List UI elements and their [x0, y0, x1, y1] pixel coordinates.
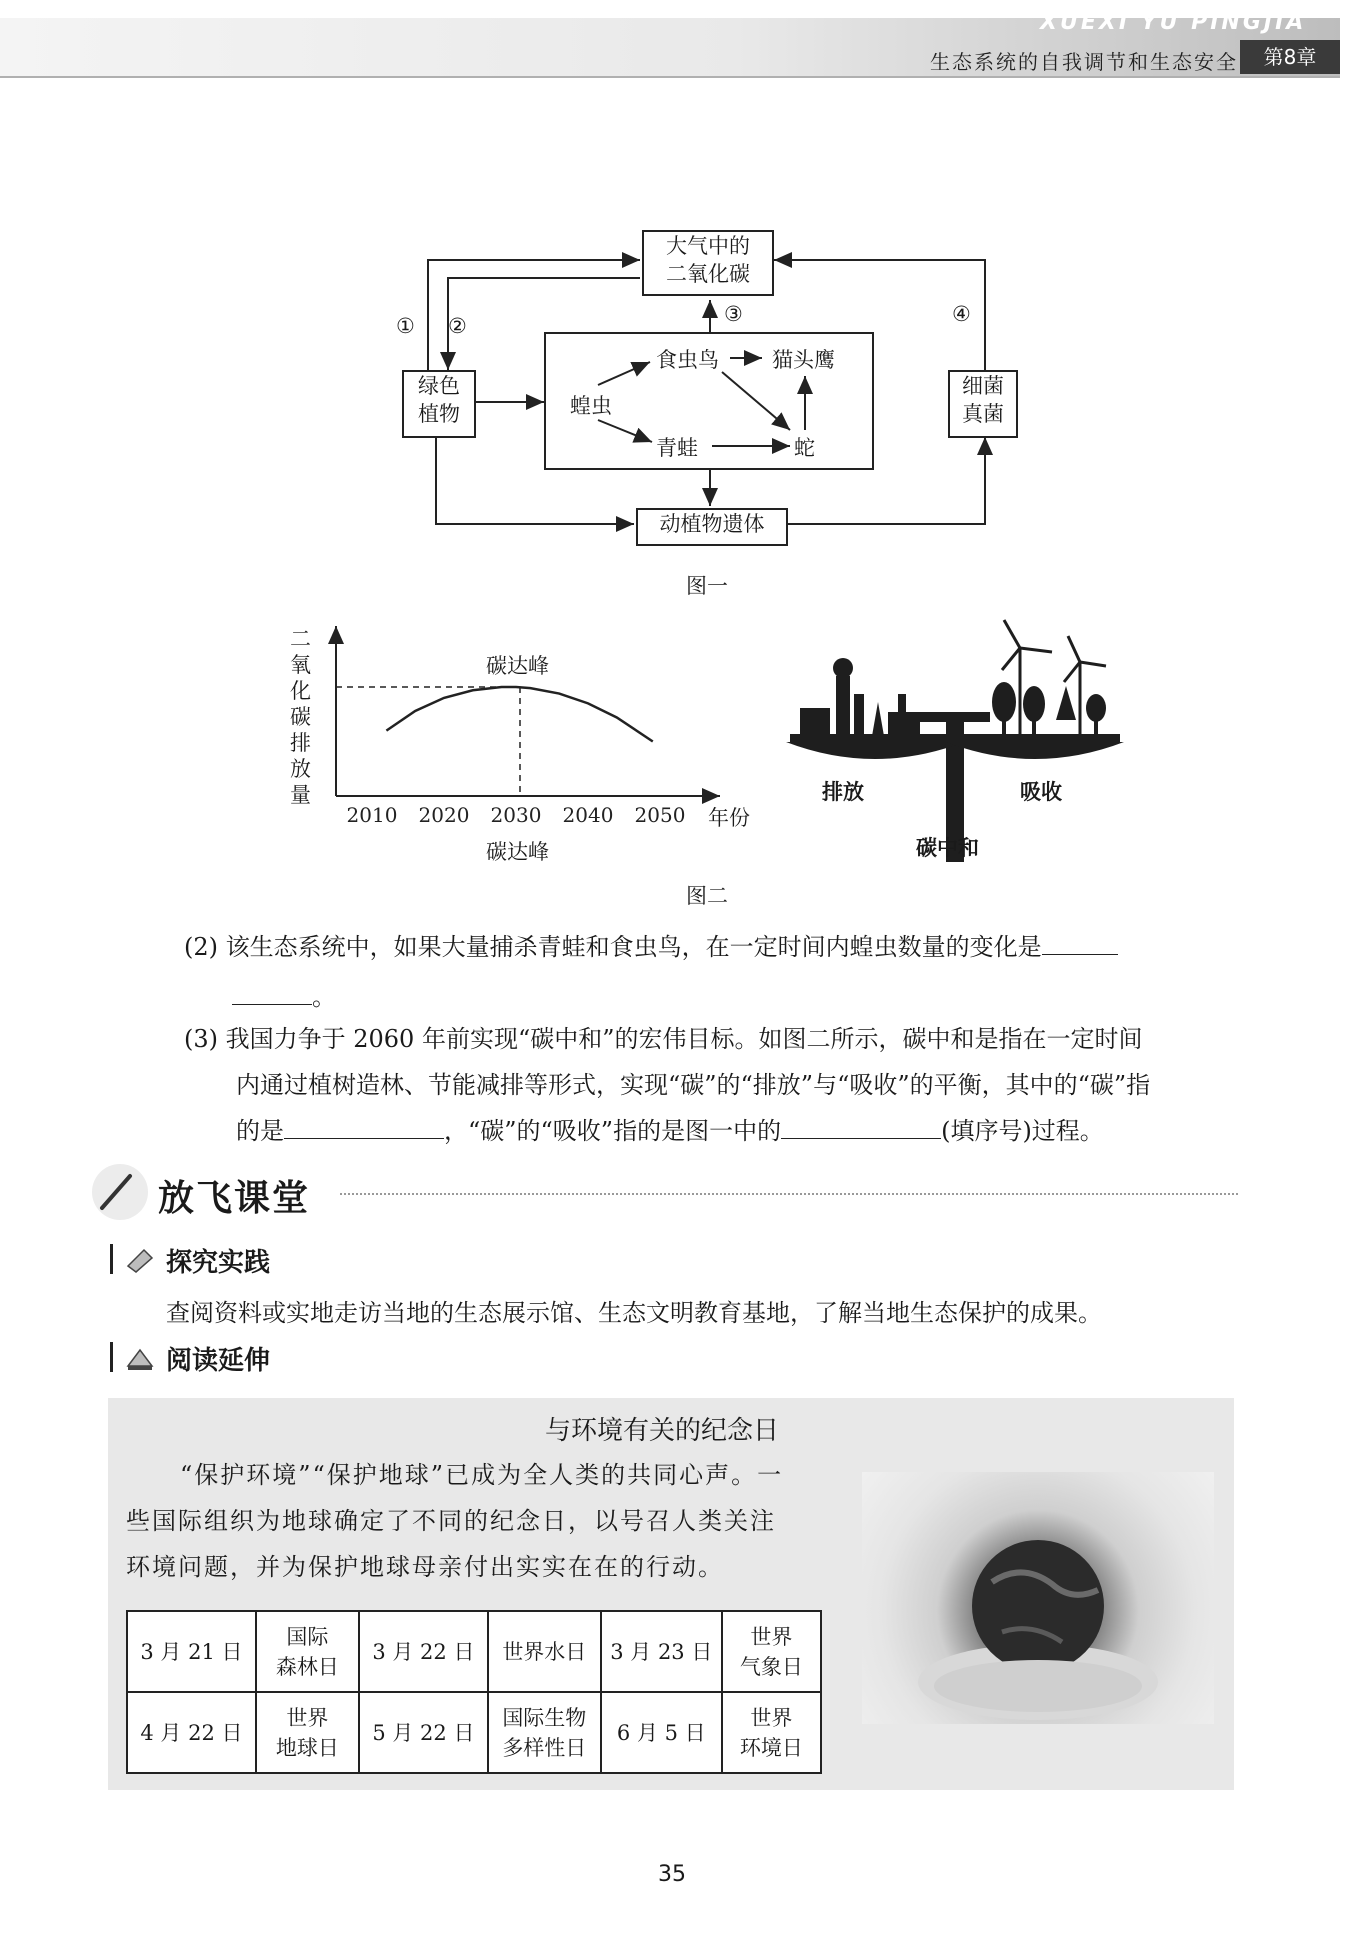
fungi-line: 真菌	[962, 402, 1004, 426]
reading-line-2: 些国际组织为地球确定了不同的纪念日，以号召人类关注	[126, 1507, 776, 1535]
figure2-ylabel: 二氧化碳排放量	[290, 627, 311, 807]
bacteria-line: 细菌	[962, 374, 1004, 398]
remains-box: 动植物遗体	[636, 508, 788, 546]
answer-blank-carbon[interactable]	[284, 1114, 444, 1139]
explore-title: 探究实践	[166, 1248, 271, 1278]
atmosphere-co2-line2: 二氧化碳	[666, 262, 750, 286]
atmosphere-co2-box	[642, 230, 774, 296]
reading-line-3: 环境问题，并为保护地球母亲付出实实在在的行动。	[126, 1553, 724, 1581]
x-tick-label: 2040	[562, 803, 614, 827]
figure2-caption: 图二	[686, 884, 728, 908]
table-cell-date: 6 月 5 日	[601, 1692, 722, 1773]
question-3-text-c: (填序号)过程。	[941, 1117, 1104, 1145]
x-tick-label: 2030	[490, 803, 542, 827]
green-plants-line2: 植物	[418, 402, 460, 426]
reading-section-title: 阅读延伸	[166, 1346, 271, 1376]
question-3-text-a: 的是	[236, 1117, 284, 1145]
earth-in-hands-photo	[862, 1472, 1214, 1724]
snake-label: 蛇	[794, 436, 815, 460]
question-3-line3	[236, 1108, 1104, 1154]
figure1-caption: 图一	[686, 574, 728, 598]
owl-label: 猫头鹰	[772, 348, 835, 372]
table-cell-name: 世界 地球日	[256, 1692, 359, 1773]
pen-icon	[80, 1162, 154, 1222]
process-marker-2: ②	[448, 314, 467, 338]
header-decoration: XUEXI YU PINGJIA	[1040, 10, 1307, 35]
table-cell-name: 世界 环境日	[722, 1692, 821, 1773]
question-2-end: 。	[312, 983, 336, 1011]
section-divider	[340, 1193, 1238, 1195]
book-icon	[124, 1342, 156, 1372]
reading-title: 与环境有关的纪念日	[545, 1416, 780, 1446]
carbon-neutral-label: 碳中和	[916, 836, 979, 860]
x-tick-label: 2010	[346, 803, 398, 827]
table-cell-date: 3 月 22 日	[359, 1611, 488, 1692]
question-2-continued	[232, 974, 336, 1020]
table-cell-date: 3 月 21 日	[127, 1611, 256, 1692]
question-2-text: (2) 该生态系统中，如果大量捕杀青蛙和食虫鸟，在一定时间内蝗虫数量的变化是	[184, 933, 1042, 961]
table-cell-name: 世界 气象日	[722, 1611, 821, 1692]
process-marker-1: ①	[396, 314, 415, 338]
green-plants-line1: 绿色	[418, 374, 460, 398]
locust-label: 蝗虫	[570, 394, 612, 418]
x-peak-label: 碳达峰	[486, 840, 549, 864]
table-row	[127, 1611, 821, 1692]
x-unit-label: 年份	[708, 806, 750, 830]
table-cell-name: 世界水日	[488, 1611, 601, 1692]
question-3-line2: 内通过植树造林、节能减排等形式，实现“碳”的“排放”与“吸收”的平衡，其中的“碳”指	[236, 1071, 1151, 1099]
atmosphere-co2-line1: 大气中的	[666, 234, 750, 258]
absorption-label: 吸收	[1020, 780, 1062, 804]
x-tick-label: 2020	[418, 803, 470, 827]
explore-bar	[110, 1244, 113, 1274]
explore-icon	[124, 1244, 156, 1274]
table-cell-date: 4 月 22 日	[127, 1692, 256, 1773]
reading-line-1: “保护环境”“保护地球”已成为全人类的共同心声。一	[180, 1461, 784, 1489]
peak-label: 碳达峰	[486, 654, 549, 678]
green-plants-box	[402, 370, 476, 438]
earth-globe-icon	[862, 1472, 1214, 1724]
header-chapter-badge: 第8章	[1240, 40, 1340, 74]
explore-text: 查阅资料或实地走访当地的生态展示馆、生态文明教育基地，了解当地生态保护的成果。	[166, 1299, 1102, 1327]
header-section-title: 生态系统的自我调节和生态安全	[930, 50, 1238, 74]
emission-label: 排放	[822, 780, 864, 804]
table-cell-date: 3 月 23 日	[601, 1611, 722, 1692]
carbon-balance-illustration	[780, 616, 1130, 866]
question-3-text-b: ，“碳”的“吸收”指的是图一中的	[444, 1117, 782, 1145]
question-2	[184, 924, 1118, 970]
process-marker-3: ③	[724, 302, 743, 326]
bacteria-fungi-box	[948, 370, 1018, 438]
frog-label: 青蛙	[656, 436, 698, 460]
answer-blank-q2[interactable]	[1042, 930, 1118, 955]
answer-blank-absorption[interactable]	[781, 1114, 941, 1139]
section-title: 放飞课堂	[158, 1178, 311, 1219]
answer-blank-q2-continued[interactable]	[232, 980, 312, 1005]
reading-bar	[110, 1342, 113, 1372]
table-cell-name: 国际 森林日	[256, 1611, 359, 1692]
process-marker-4: ④	[952, 302, 971, 326]
question-3-line1: (3) 我国力争于 2060 年前实现“碳中和”的宏伟目标。如图二所示，碳中和是指在一定时间	[184, 1025, 1143, 1053]
table-row	[127, 1692, 821, 1773]
page-number: 35	[658, 1862, 686, 1887]
table-cell-date: 5 月 22 日	[359, 1692, 488, 1773]
table-cell-name: 国际生物 多样性日	[488, 1692, 601, 1773]
memorial-days-table	[126, 1610, 822, 1774]
x-tick-label: 2050	[634, 803, 686, 827]
insectivorous-bird-label: 食虫鸟	[656, 348, 719, 372]
